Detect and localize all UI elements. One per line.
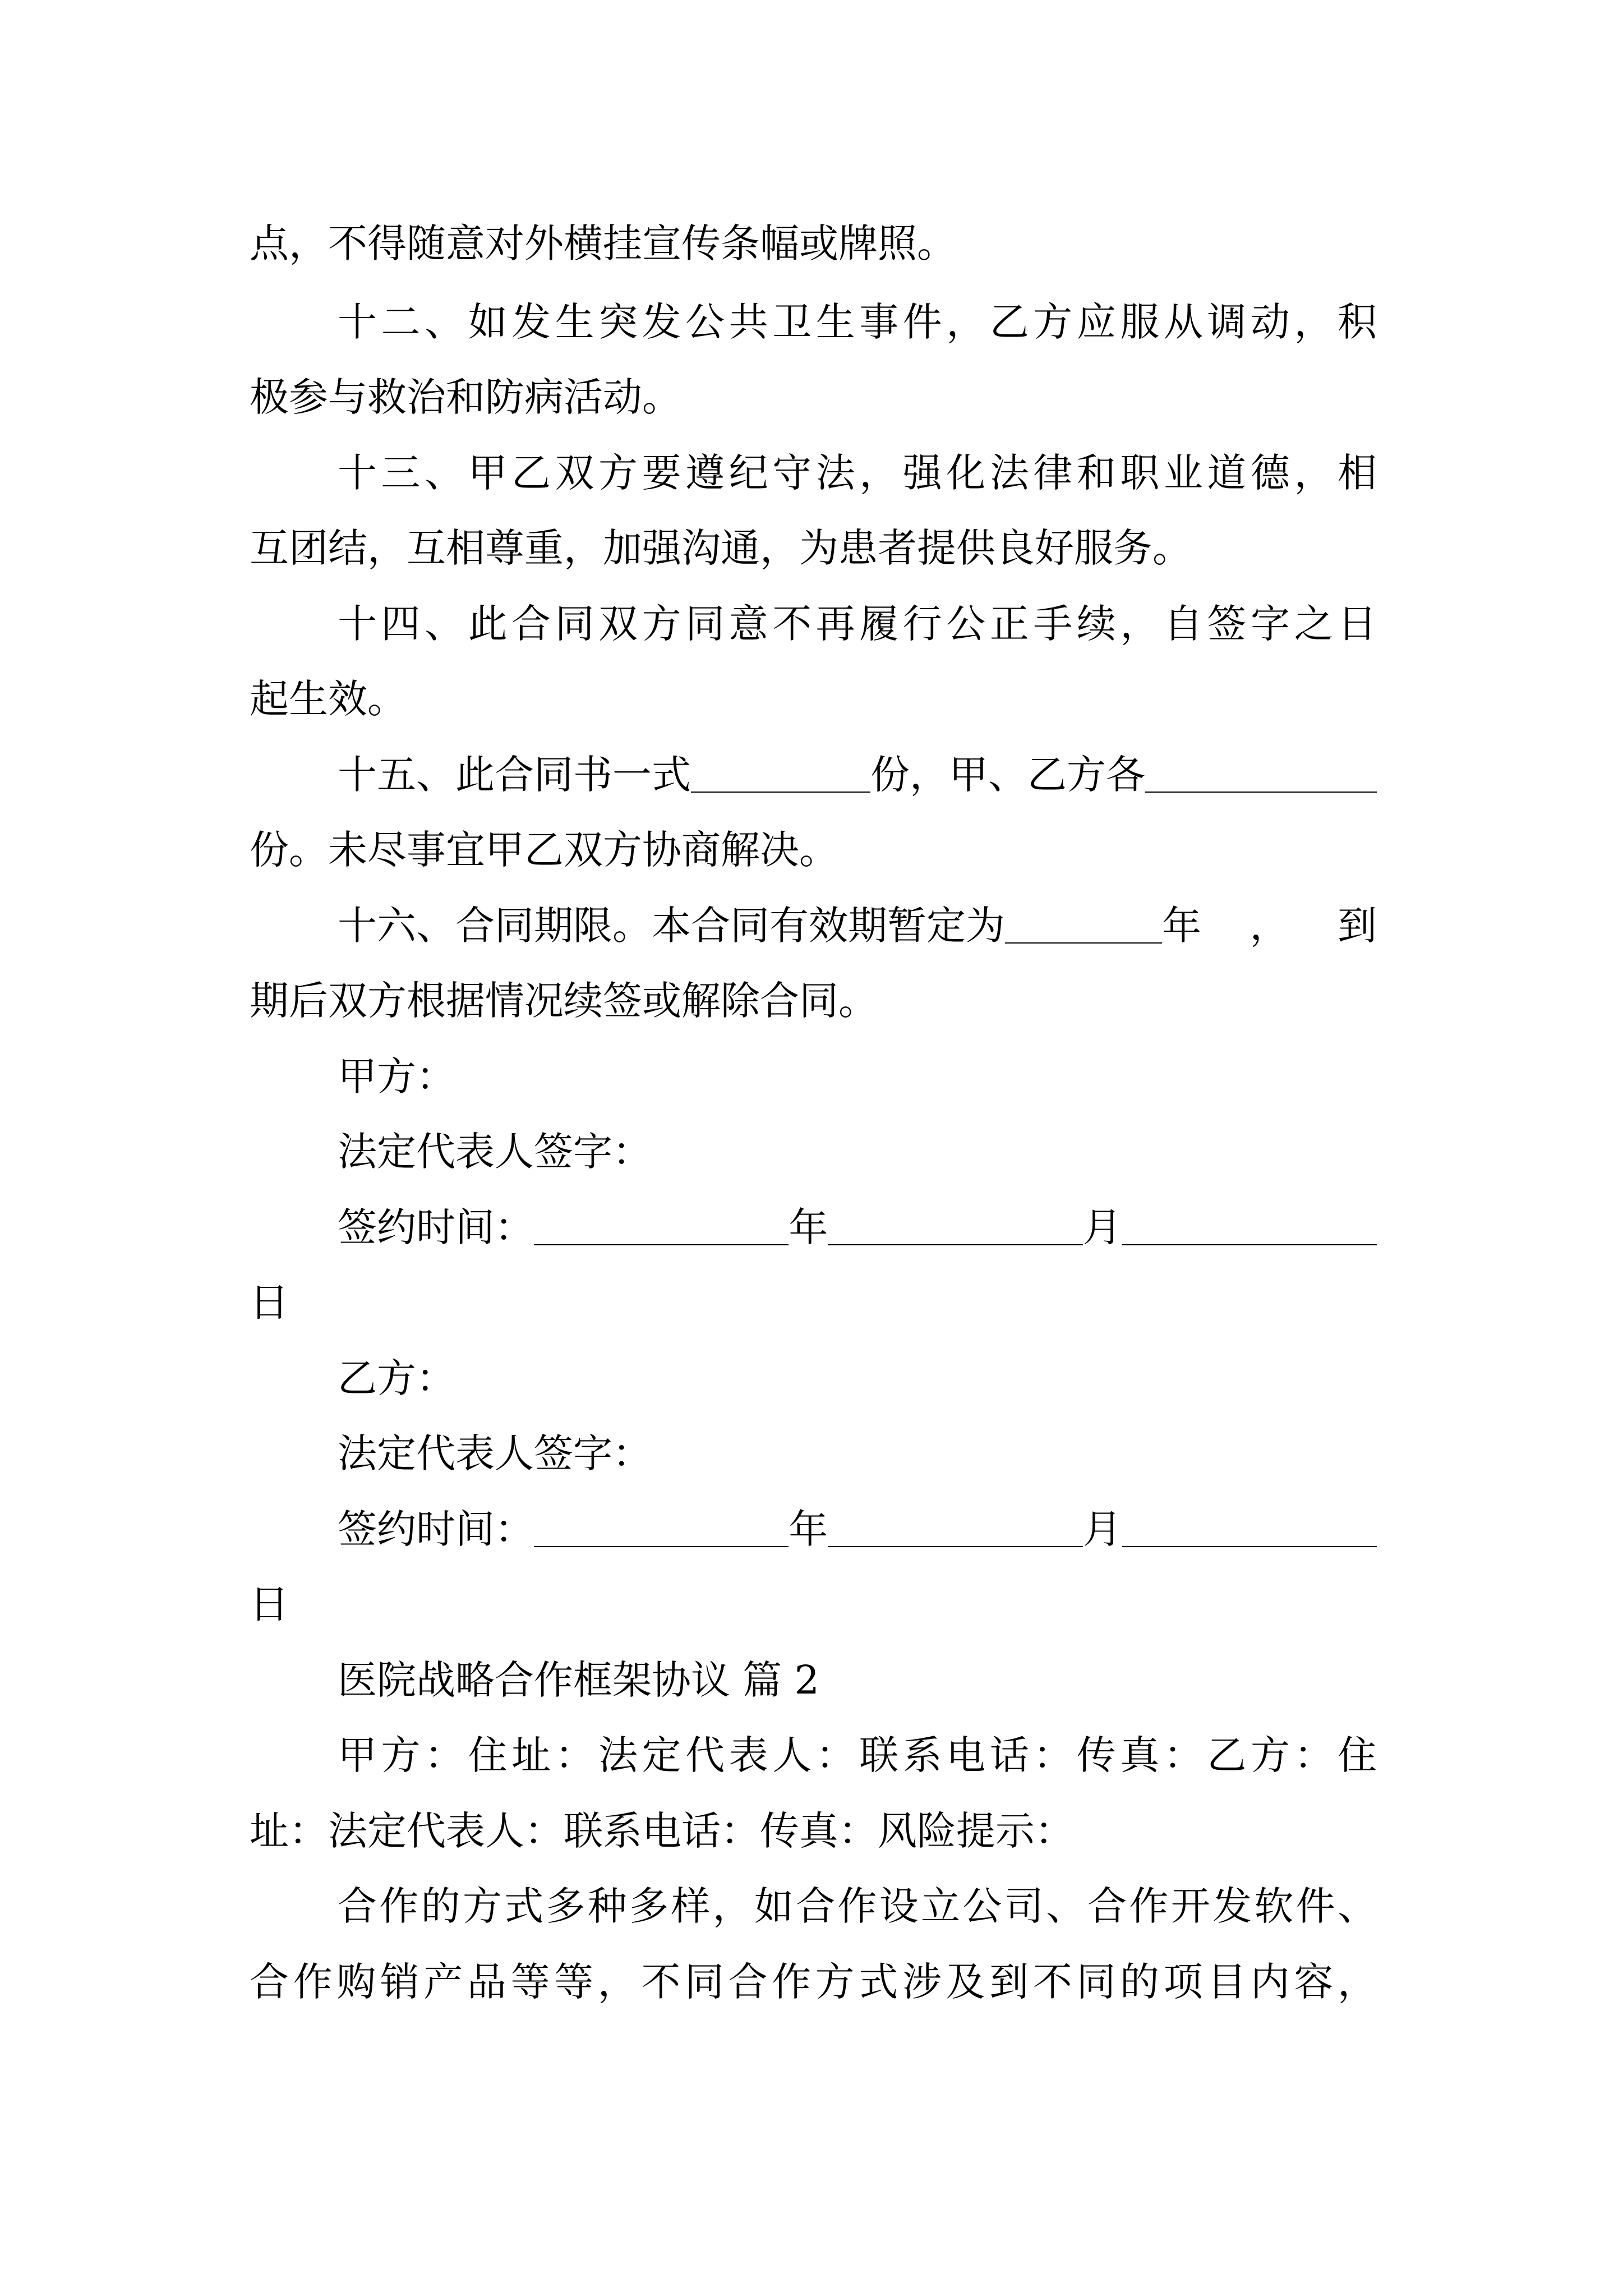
party-b-label: 乙方：	[338, 1355, 455, 1401]
party-b-sign-date	[338, 1503, 1377, 1555]
clause-14-line-1: 十四、此合同双方同意不再履行公正手续，自签字之日	[338, 601, 1377, 647]
party-a-year-blank[interactable]	[534, 1207, 789, 1245]
year-label: 年	[789, 1506, 828, 1552]
clause-16-line-2: 期后双方根据情况续签或解除合同。	[250, 978, 878, 1024]
section-title: 医院战略合作框架协议 篇 2	[338, 1657, 820, 1703]
copies-total-blank[interactable]	[691, 754, 870, 793]
clause-16-text-b: 年，到	[1162, 903, 1377, 949]
party-b-year-blank[interactable]	[534, 1509, 789, 1547]
month-label: 月	[1082, 1506, 1122, 1552]
clause-15-text-b: 份，甲、乙方各	[870, 752, 1145, 798]
clause-13-line-2: 互团结，互相尊重，加强沟通，为患者提供良好服务。	[250, 525, 1192, 571]
cooperation-paragraph-line-2: 合作购销产品等等，不同合作方式涉及到不同的项目内容，	[250, 1959, 1377, 2005]
clause-16-line-1	[338, 900, 1377, 951]
clause-15-line-1	[338, 749, 1377, 800]
clause-13-line-1: 十三、甲乙双方要遵纪守法，强化法律和职业道德，相	[338, 450, 1377, 496]
clause-14-line-2: 起生效。	[250, 676, 407, 722]
year-label: 年	[789, 1204, 828, 1250]
clause-16-text-a: 十六、合同期限。本合同有效期暂定为	[338, 903, 1005, 949]
party-b-day-blank[interactable]	[1122, 1509, 1377, 1547]
parties-info-line-2: 址：法定代表人：联系电话：传真：风险提示：	[250, 1808, 1074, 1854]
party-a-representative-label: 法定代表人签字：	[338, 1129, 652, 1175]
party-a-sign-date	[338, 1202, 1377, 1253]
parties-info-line-1: 甲方：住址：法定代表人：联系电话：传真：乙方：住	[338, 1732, 1377, 1778]
cooperation-paragraph-line-1: 合作的方式多种多样，如合作设立公司、合作开发软件、	[338, 1883, 1377, 1929]
month-label: 月	[1082, 1204, 1122, 1250]
clause-15-text-a: 十五、此合同书一式	[338, 752, 691, 798]
clause-12-line-2: 极参与救治和防病活动。	[250, 374, 681, 420]
term-years-blank[interactable]	[1005, 905, 1162, 944]
party-a-day-blank[interactable]	[1122, 1207, 1377, 1245]
paragraph-line: 点，不得随意对外横挂宣传条幅或牌照。	[250, 220, 956, 266]
clause-15-line-2: 份。未尽事宜甲乙双方协商解决。	[250, 827, 838, 873]
clause-12-line-1: 十二、如发生突发公共卫生事件，乙方应服从调动，积	[338, 299, 1377, 345]
party-b-month-blank[interactable]	[828, 1509, 1082, 1547]
sign-date-label: 签约时间：	[338, 1204, 534, 1250]
day-label: 日	[250, 1280, 289, 1326]
sign-date-label: 签约时间：	[338, 1506, 534, 1552]
day-label: 日	[250, 1581, 289, 1627]
copies-each-blank[interactable]	[1145, 754, 1377, 793]
party-a-month-blank[interactable]	[828, 1207, 1082, 1245]
party-b-representative-label: 法定代表人签字：	[338, 1430, 652, 1476]
party-a-label: 甲方：	[338, 1053, 455, 1099]
